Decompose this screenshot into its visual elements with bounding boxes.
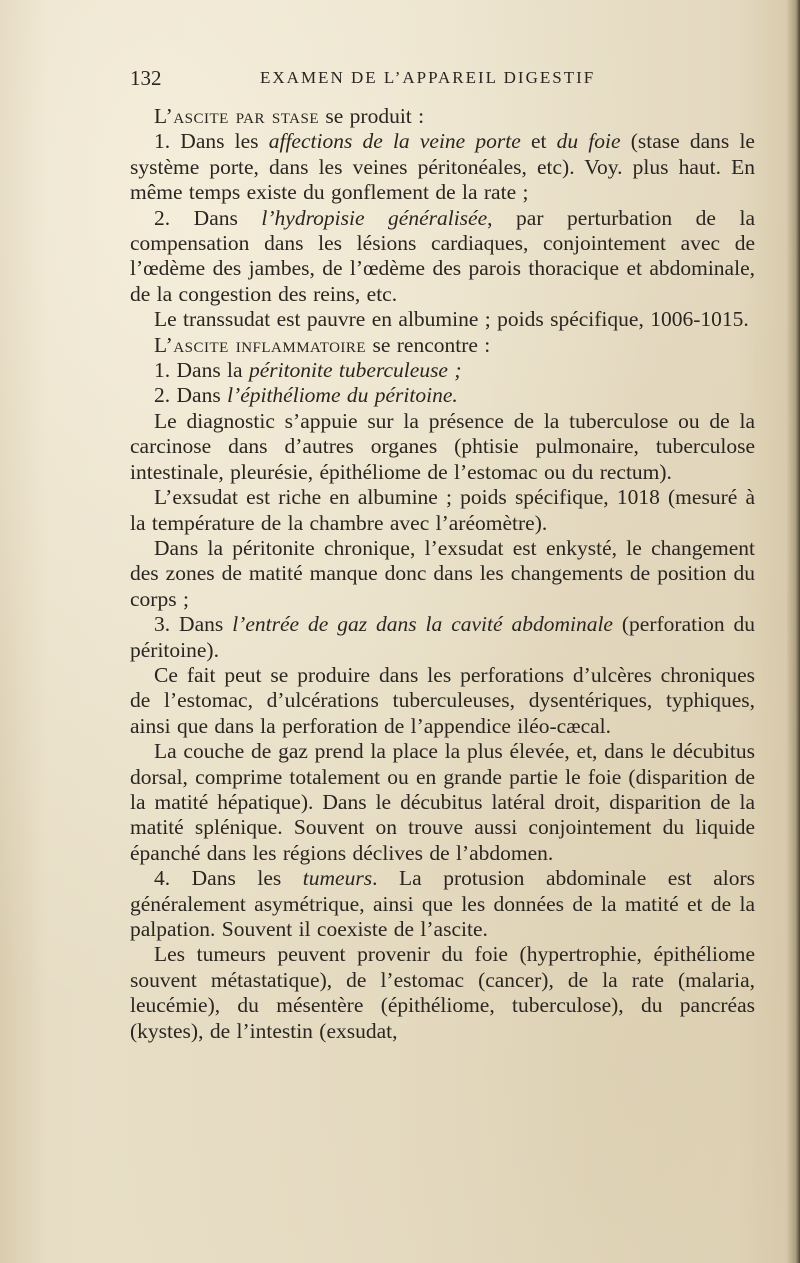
- page-header: [130, 66, 755, 94]
- italic-text: l’épithéliome du péritoine.: [227, 383, 458, 408]
- paragraph: [130, 612, 755, 663]
- paragraph: [130, 866, 755, 942]
- text-run: L’exsudat est riche en albumine ; poids spécifique, 1018 (mesuré à la température de la chambre avec l’aréomètre).: [130, 485, 755, 535]
- page-edge-shadow: [786, 0, 800, 1263]
- paragraph: [130, 333, 755, 358]
- text-run: Le diagnostic s’appuie sur la présence de la tuberculose ou de la carcinose dans d’autres organes (phtisie pulmonaire, tuberculose intestinale, pleurésie, épithéliome de l’estomac ou du rectum).: [130, 408, 755, 484]
- text-run: se produit :: [319, 104, 425, 128]
- paragraph: [130, 383, 755, 408]
- italic-text: tumeurs: [302, 866, 373, 891]
- italic-text: l’hydropisie généralisée: [261, 205, 488, 230]
- paragraph: [130, 485, 755, 536]
- text-run: Dans la péritonite chronique, l’exsudat est enkysté, le changement des zones de matité manque donc dans les changements de position du corps ;: [130, 535, 755, 611]
- paragraph: [130, 409, 755, 485]
- paragraph: [130, 942, 755, 1044]
- text-run: 1. Dans les: [154, 129, 269, 154]
- paragraph: [130, 663, 755, 739]
- small-caps-heading: L’ascite par stase: [154, 104, 320, 128]
- paragraph: [130, 358, 755, 383]
- body-text: [130, 104, 755, 1044]
- italic-text: péritonite tuberculeuse ;: [248, 358, 462, 383]
- text-run: (stase dans le système porte, dans les veines péritonéales, etc). Voy. plus haut. En même temps existe du gonflement de la rate ;: [130, 129, 755, 205]
- running-head: EXAMEN DE L’APPAREIL DIGESTIF: [260, 68, 596, 87]
- text-run: 3. Dans: [154, 612, 233, 637]
- paragraph: [130, 307, 755, 332]
- italic-text: affections de la veine porte: [268, 129, 521, 154]
- paragraph: [130, 104, 755, 129]
- text-run: La couche de gaz prend la place la plus élevée, et, dans le décubitus dorsal, comprime totalement ou en grande partie le foie (disparition de la matité hépatique). Dans le décubitus latéral droit, disparition de la matité splénique. Souvent on trouve aussi conjointement du liquide épanché dans les régions déclives de l’abdomen.: [130, 739, 755, 865]
- text-run: 2. Dans: [154, 383, 228, 408]
- text-run: , par perturbation de la compensation dans les lésions cardiaques, conjointement avec de l’œdème des jambes, de l’œdème des parois thoracique et abdominale, de la congestion des reins, etc.: [130, 205, 756, 306]
- text-run: (perforation du péritoine).: [130, 612, 756, 662]
- text-run: 2. Dans: [154, 205, 262, 230]
- text-run: 1. Dans la: [154, 358, 249, 383]
- page-number: 132: [130, 66, 162, 90]
- text-run: . La protusion abdominale est alors généralement asymétrique, ainsi que les données de la matité et de la palpation. Souvent il coexiste de l’ascite.: [130, 866, 755, 941]
- text-run: Le transsudat est pauvre en albumine ; poids spécifique, 1006-1015.: [154, 307, 749, 332]
- italic-text: l’entrée de gaz dans la cavité abdominale: [232, 612, 613, 637]
- text-run: se rencontre :: [366, 332, 491, 357]
- text-run: Les tumeurs peuvent provenir du foie (hypertrophie, épithéliome souvent métastatique), de l’estomac (cancer), de la rate (malaria, leucémie), du mésentère (épithéliome, tuberculose), du pancréas (kystes), de l’intestin (exsudat,: [130, 942, 755, 1043]
- text-run: et: [520, 129, 557, 154]
- text-run: 4. Dans les: [154, 866, 303, 891]
- paragraph: [130, 739, 755, 866]
- paragraph: [130, 206, 755, 308]
- paragraph: [130, 129, 755, 205]
- small-caps-heading: L’ascite inflammatoire: [154, 332, 367, 357]
- text-run: Ce fait peut se produire dans les perforations d’ulcères chroniques de l’estomac, d’ulcérations tuberculeuses, dysentériques, typhiques, ainsi que dans la perforation de l’appendice iléo-cæcal.: [130, 662, 755, 738]
- paragraph: [130, 536, 755, 612]
- italic-text: du foie: [556, 129, 621, 154]
